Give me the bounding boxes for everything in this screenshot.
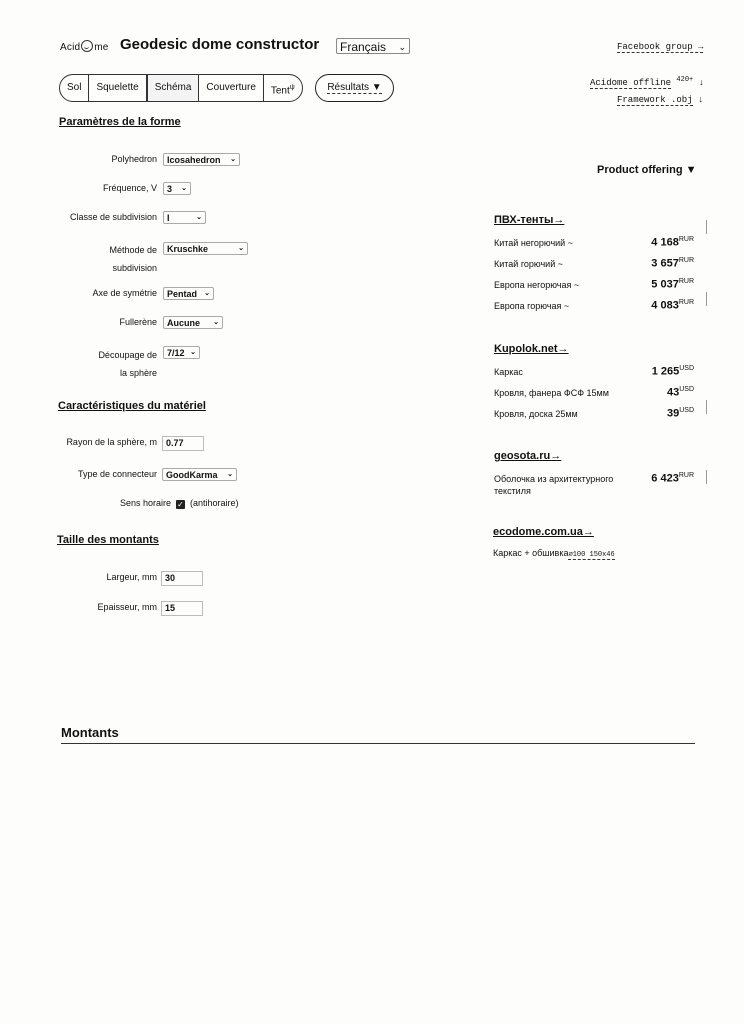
scroll-mark (706, 220, 707, 234)
tab-sol[interactable]: Sol (60, 75, 89, 101)
currency: RUR (678, 236, 694, 243)
price-value: 5 037 (651, 278, 679, 291)
download-icon: ↓ (698, 78, 705, 88)
download-icon: ↓ (698, 95, 704, 105)
symmetry-axis-value: Pentad (167, 289, 198, 299)
facebook-group-link[interactable] (617, 42, 703, 52)
facebook-link-text: Facebook group → (617, 42, 704, 52)
chevron-down-icon: ⌄ (181, 185, 187, 192)
framework-text: Framework .obj (617, 95, 693, 105)
list-item: Кровля, доска 25мм (494, 409, 578, 419)
price-value: 6 423 (651, 472, 679, 485)
chevron-down-icon: ⌄ (238, 245, 244, 252)
item-note: ⌀100 150x46 (568, 551, 615, 559)
fullerene-value: Aucune (167, 318, 201, 328)
price (630, 257, 694, 270)
polyhedron-label: Polyhedron (111, 154, 157, 164)
vendor-pvc-tents-link[interactable]: ПВХ-тенты→ (494, 214, 565, 226)
results-label: Résultats ▼ (327, 82, 382, 93)
fullerene-label: Fullerène (119, 317, 157, 327)
price-value: 4 083 (651, 299, 679, 312)
page-title: Geodesic dome constructor (120, 36, 320, 53)
frequency-label: Fréquence, V (102, 183, 157, 193)
currency: USD (679, 386, 694, 393)
sphere-cut-select[interactable] (163, 346, 200, 359)
scroll-mark (706, 292, 707, 306)
clockwise-label: Sens horaire (120, 498, 172, 508)
clockwise-row (120, 498, 239, 509)
chevron-down-icon: ⌄ (190, 349, 196, 356)
framework-obj-link[interactable] (617, 95, 703, 105)
price-value: 43 (666, 386, 680, 399)
chevron-down-icon: ⌄ (230, 156, 236, 163)
radius-label: Rayon de la sphère, m (66, 437, 157, 447)
product-offering-toggle[interactable]: Product offering ▼ (597, 164, 697, 176)
price (630, 299, 694, 312)
currency: USD (679, 407, 694, 414)
acidome-offline-link[interactable] (590, 76, 704, 88)
logo-text-a: Acid (60, 42, 81, 53)
list-item: Китай горючий ~ (494, 259, 563, 269)
fullerene-select[interactable] (163, 316, 223, 329)
sphere-cut-label: Découpage de la sphère (98, 350, 157, 378)
scroll-mark (706, 400, 707, 414)
item-name: Каркас + обшивка (493, 548, 569, 558)
logo-text-b: me (94, 42, 109, 53)
list-item: Европа горючая ~ (494, 301, 570, 311)
subdivision-method-label: Méthode de subdivision (109, 245, 157, 273)
frequency-select[interactable] (163, 182, 191, 195)
price (630, 278, 694, 291)
psi-icon: ψ (289, 84, 295, 91)
list-item (493, 548, 615, 559)
list-item: Китай негорючий ~ (494, 238, 573, 248)
vendor-ecodome-link[interactable]: ecodome.com.ua→ (493, 526, 594, 538)
currency: RUR (678, 257, 694, 264)
chevron-down-icon: ⌄ (196, 214, 202, 221)
width-label: Largeur, mm (106, 572, 157, 582)
symmetry-axis-select[interactable] (163, 287, 214, 300)
currency: RUR (678, 472, 694, 479)
price (630, 365, 694, 378)
thickness-input[interactable]: 15 (161, 601, 203, 616)
currency: RUR (678, 278, 694, 285)
tab-squelette[interactable]: Squelette (89, 75, 146, 101)
currency: USD (679, 365, 694, 372)
tab-tent-label: Tent (270, 85, 290, 97)
vendor-kupolok-link[interactable]: Kupolok.net→ (494, 343, 569, 355)
connector-label: Type de connecteur (77, 469, 157, 479)
price (630, 236, 694, 249)
shape-params-heading: Paramètres de la forme (59, 116, 181, 128)
mode-tabs (59, 74, 303, 102)
vendor-geosota-link[interactable]: geosota.ru→ (494, 450, 562, 462)
subdivision-method-select[interactable] (163, 242, 248, 255)
list-item: Европа негорючая ~ (494, 280, 580, 290)
chevron-down-icon: ⌄ (227, 471, 233, 478)
symmetry-axis-label: Axe de symétrie (92, 288, 157, 298)
subdivision-class-label: Classe de subdivision (69, 212, 157, 222)
offline-text: Acidome offline (590, 78, 672, 88)
polyhedron-select[interactable] (163, 153, 240, 166)
results-button[interactable] (315, 74, 394, 102)
chevron-down-icon: ⌄ (213, 319, 219, 326)
counterclockwise-label: (antihoraire) (190, 498, 239, 508)
montants-heading: Montants (61, 725, 119, 740)
offline-sup: 420+ (676, 76, 694, 84)
price-value: 3 657 (651, 257, 679, 270)
sphere-cut-value: 7/12 (167, 348, 185, 358)
language-value: Français (340, 40, 387, 54)
scroll-mark (706, 470, 707, 484)
subdivision-class-select[interactable] (163, 211, 206, 224)
thickness-label: Epaisseur, mm (97, 602, 157, 612)
width-input[interactable]: 30 (161, 571, 203, 586)
material-heading: Caractéristiques du matériel (58, 400, 206, 412)
struts-size-heading: Taille des montants (57, 534, 159, 546)
chevron-down-icon: ⌄ (398, 42, 406, 52)
montants-divider (61, 743, 695, 744)
list-item: Оболочка из архитектурного текстиля (494, 474, 614, 496)
price-value: 39 (666, 407, 680, 420)
subdivision-method-value: Kruschke (167, 244, 209, 254)
price-value: 1 265 (651, 365, 680, 378)
tab-schema[interactable]: Schéma (147, 75, 200, 101)
list-item: Кровля, фанера ФСФ 15мм (494, 388, 609, 398)
chevron-down-icon: ⌄ (204, 290, 210, 297)
language-select[interactable] (336, 38, 410, 54)
connector-select[interactable] (162, 468, 237, 481)
clockwise-checkbox[interactable]: ✓ (177, 500, 184, 509)
tab-couverture[interactable]: Couverture (199, 75, 263, 101)
tab-tent[interactable] (264, 75, 302, 101)
subdivision-class-value: I (167, 213, 170, 223)
smiley-icon (81, 40, 93, 52)
price (630, 407, 694, 420)
price-value: 4 168 (651, 236, 679, 249)
list-item: Каркас (494, 367, 523, 377)
polyhedron-value: Icosahedron (167, 155, 221, 165)
frequency-value: 3 (167, 184, 173, 194)
price (630, 472, 694, 485)
radius-input[interactable]: 0.77 (162, 436, 204, 451)
currency: RUR (678, 299, 694, 306)
connector-value: GoodKarma (166, 470, 218, 480)
logo[interactable] (60, 40, 109, 53)
price (630, 386, 694, 399)
